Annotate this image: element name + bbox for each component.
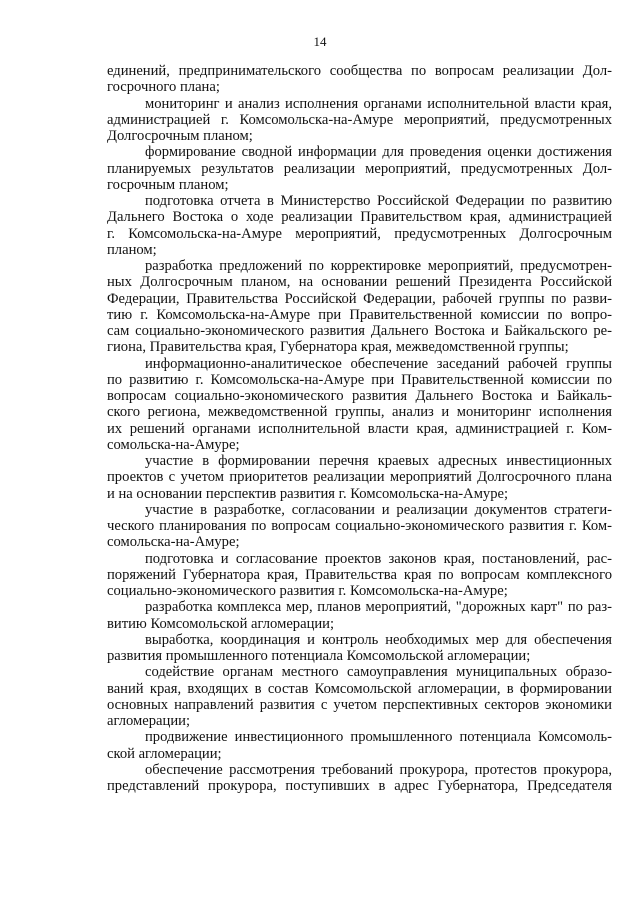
- text-line: продвижение инвестиционного промышленного потенциала Комсомоль-: [145, 729, 612, 746]
- text-line: гиона, Правительства края, Губернатора края, межведомственной группы;: [107, 339, 569, 356]
- text-line: сомольска-на-Амуре;: [107, 436, 240, 453]
- text-line: содействие органам местного самоуправления муниципальных образо-: [145, 664, 612, 681]
- text-line: выработка, координация и контроль необходимых мер для обеспечения: [145, 631, 612, 648]
- text-line: мониторинг и анализ исполнения органами исполнительной власти края,: [145, 95, 612, 112]
- text-line: сам социально-экономического развития Дальнего Востока и Байкальского ре-: [107, 323, 612, 339]
- text-line: г. Комсомольска-на-Амуре мероприятий, предусмотренных Долгосрочным: [107, 225, 612, 242]
- text-line: участие в разработке, согласовании и реализации документов стратеги-: [145, 501, 612, 518]
- text-line: представлений прокурора, поступивших в адрес Губернатора, Председателя: [107, 778, 612, 794]
- text-line: госрочным планом;: [107, 176, 229, 193]
- text-line: планом;: [107, 241, 157, 258]
- text-line: Дальнего Востока о ходе реализации Правительством края, администрацией: [107, 209, 612, 226]
- text-line: агломерации;: [107, 713, 190, 729]
- text-line: разработка предложений по корректировке мероприятий, предусмотрен-: [145, 258, 612, 274]
- text-line: подготовка и согласование проектов законов края, постановлений, рас-: [145, 550, 612, 567]
- text-line: информационно-аналитическое обеспечение заседаний рабочей группы: [145, 355, 612, 372]
- text-line: формирование сводной информации для проведения оценки достижения: [145, 144, 612, 161]
- text-line: госрочного плана;: [107, 79, 220, 96]
- text-line: ского региона, межведомственной группы, анализ и мониторинг исполнения: [107, 404, 612, 421]
- text-line: планируемых результатов реализации мероприятий, предусмотренных Дол-: [107, 160, 612, 177]
- text-line: вопросам социально-экономического развития Дальнего Востока и Байкаль-: [107, 388, 612, 404]
- text-line: поряжений Губернатора края, Правительства края по вопросам комплексного: [107, 566, 612, 583]
- text-line: единений, предпринимательского сообщества по вопросам реализации Дол-: [107, 63, 612, 79]
- text-line: основных направлений развития с учетом перспективных секторов экономики: [107, 696, 612, 713]
- page-number: 14: [313, 34, 327, 49]
- text-line: ных Долгосрочным планом, на основании решений Президента Российской: [107, 274, 612, 291]
- text-line: проектов с учетом приоритетов реализации мероприятий Долгосрочного плана: [107, 469, 612, 486]
- text-line: ской агломерации;: [107, 745, 222, 762]
- text-line: ваний края, входящих в состав Комсомольской агломерации, в формировании: [107, 680, 612, 697]
- text-line: витию Комсомольской агломерации;: [107, 615, 335, 632]
- text-line: Федерации, Правительства Российской Федерации, рабочей группы по разви-: [107, 290, 612, 307]
- text-line: социально-экономического развития г. Комсомольска-на-Амуре;: [107, 583, 508, 599]
- text-line: по развитию г. Комсомольска-на-Амуре при Правительственной комиссии по: [107, 371, 612, 388]
- text-line: разработка комплекса мер, планов мероприятий, "дорожных карт" по раз-: [145, 599, 612, 616]
- text-line: Долгосрочным планом;: [107, 128, 253, 144]
- text-line: и на основании перспектив развития г. Комсомольска-на-Амуре;: [107, 485, 509, 502]
- text-line: развития промышленного потенциала Комсомольской агломерации;: [107, 648, 531, 664]
- text-line: тию г. Комсомольска-на-Амуре при Правительственной комиссии по вопро-: [107, 306, 612, 323]
- text-line: сомольска-на-Амуре;: [107, 534, 240, 551]
- text-line: участие в формировании перечня краевых адресных инвестиционных: [145, 453, 612, 469]
- text-line: подготовка отчета в Министерство Российской Федерации по развитию: [145, 193, 612, 209]
- text-line: администрацией г. Комсомольска-на-Амуре мероприятий, предусмотренных: [107, 111, 612, 128]
- text-line: ческого планирования по вопросам социально-экономического развития г. Ком-: [107, 518, 612, 534]
- document-body: [107, 63, 612, 794]
- text-line: их решений органами исполнительной власти края, администрацией г. Ком-: [107, 420, 612, 437]
- text-line: обеспечение рассмотрения требований прокурора, протестов прокурора,: [145, 761, 612, 778]
